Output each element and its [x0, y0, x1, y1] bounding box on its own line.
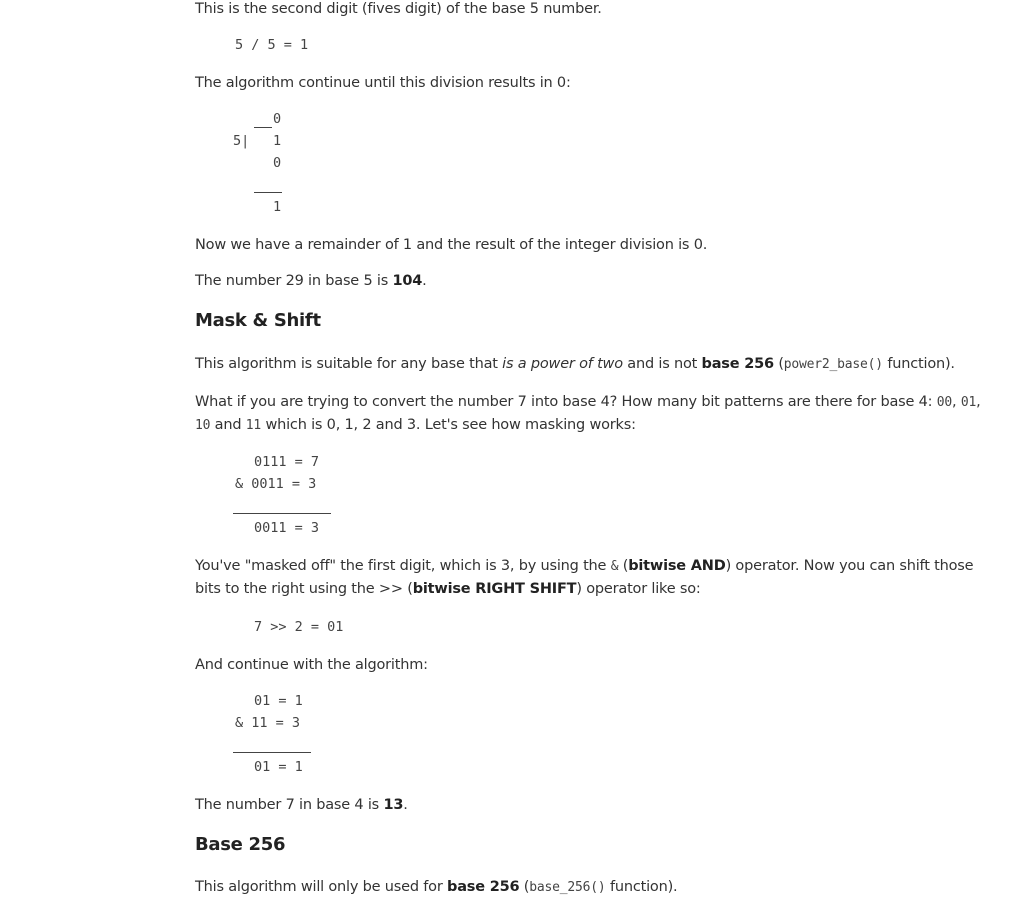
what-if-sep-2: , [976, 394, 981, 410]
what-if-text-2: and [210, 417, 246, 433]
paragraph-base-256 [195, 876, 677, 899]
bitwise-and-term: bitwise AND [628, 558, 726, 574]
bit-pattern-11: 11 [245, 418, 262, 433]
mask1-result: 0011 = 3 [254, 520, 320, 536]
mask1-line-2: & 0011 = 3 [235, 476, 317, 492]
result-7-text: The number 7 in base 4 is [195, 797, 384, 813]
paragraph-remainder: Now we have a remainder of 1 and the result of the integer division is 0. [195, 237, 708, 253]
masked-text-1: You've "masked off" the first digit, which is 3, by using the [195, 558, 611, 574]
result-29-value: 104 [392, 273, 423, 289]
base256-bold: base 256 [447, 879, 520, 895]
power2-base-code: power2_base() [783, 357, 883, 372]
result-7-period: . [403, 797, 408, 813]
heading-mask-shift: Mask & Shift [195, 310, 321, 331]
long-division-dividend: 1 [273, 133, 282, 149]
mask1-rule [233, 513, 331, 514]
mask1-line-1: 0111 = 7 [254, 454, 320, 470]
code-division: 5 / 5 = 1 [235, 37, 309, 53]
mask2-result: 01 = 1 [254, 759, 303, 775]
subtraction-line [254, 192, 282, 193]
result-7-value: 13 [383, 797, 404, 813]
long-division-quotient: 0 [273, 111, 282, 127]
long-division-remainder: 1 [273, 199, 282, 215]
paragraph-result-7 [195, 794, 408, 816]
paragraph-what-if [195, 391, 990, 437]
bit-pattern-01: 01 [960, 395, 977, 410]
long-division-divisor: 5| [233, 133, 250, 149]
base256-text-2: ( [519, 879, 530, 895]
power-of-two-text-3: ( [773, 356, 784, 372]
power-of-two-text-2: and is not [622, 356, 702, 372]
paragraph-continue-algorithm: And continue with the algorithm: [195, 657, 428, 673]
masked-text-4: ) operator like so: [576, 581, 701, 597]
paragraph-masked-off [195, 555, 990, 600]
long-division-product: 0 [273, 155, 282, 171]
bit-pattern-00: 00 [936, 395, 953, 410]
mask2-rule [233, 752, 311, 753]
what-if-text-3: which is 0, 1, 2 and 3. Let's see how masking works: [261, 417, 636, 433]
code-shift: 7 >> 2 = 01 [254, 619, 344, 635]
mask2-line-1: 01 = 1 [254, 693, 303, 709]
base256-text-1: This algorithm will only be used for [195, 879, 448, 895]
ampersand-code: & [610, 559, 619, 574]
what-if-text-1: What if you are trying to convert the number 7 into base 4? How many bit patterns are there for base 4: [195, 394, 937, 410]
paragraph-result-29 [195, 270, 427, 292]
bitwise-right-shift-term: bitwise RIGHT SHIFT [412, 581, 577, 597]
masked-text-3: ) operator. Now you can shift those bits to the right using the >> ( [195, 558, 974, 597]
paragraph-algorithm-continue: The algorithm continue until this division results in 0: [195, 75, 571, 91]
result-29-text: The number 29 in base 5 is [195, 273, 393, 289]
paragraph-power-of-two [195, 353, 955, 376]
power-of-two-emphasis: is a power of two [502, 356, 623, 372]
base-256-code: base_256() [529, 880, 606, 895]
heading-base-256: Base 256 [195, 834, 286, 855]
quotient-bar [254, 127, 272, 128]
mask2-line-2: & 11 = 3 [235, 715, 301, 731]
paragraph-second-digit: This is the second digit (fives digit) of the base 5 number. [195, 1, 602, 17]
power-of-two-text-1: This algorithm is suitable for any base that [195, 356, 503, 372]
bit-pattern-10: 10 [195, 418, 211, 433]
masked-text-2: ( [618, 558, 629, 574]
base256-text-3: function). [605, 879, 678, 895]
power-of-two-text-4: function). [882, 356, 955, 372]
result-29-period: . [422, 273, 427, 289]
what-if-sep-1: , [952, 394, 961, 410]
power-of-two-base256: base 256 [701, 356, 774, 372]
